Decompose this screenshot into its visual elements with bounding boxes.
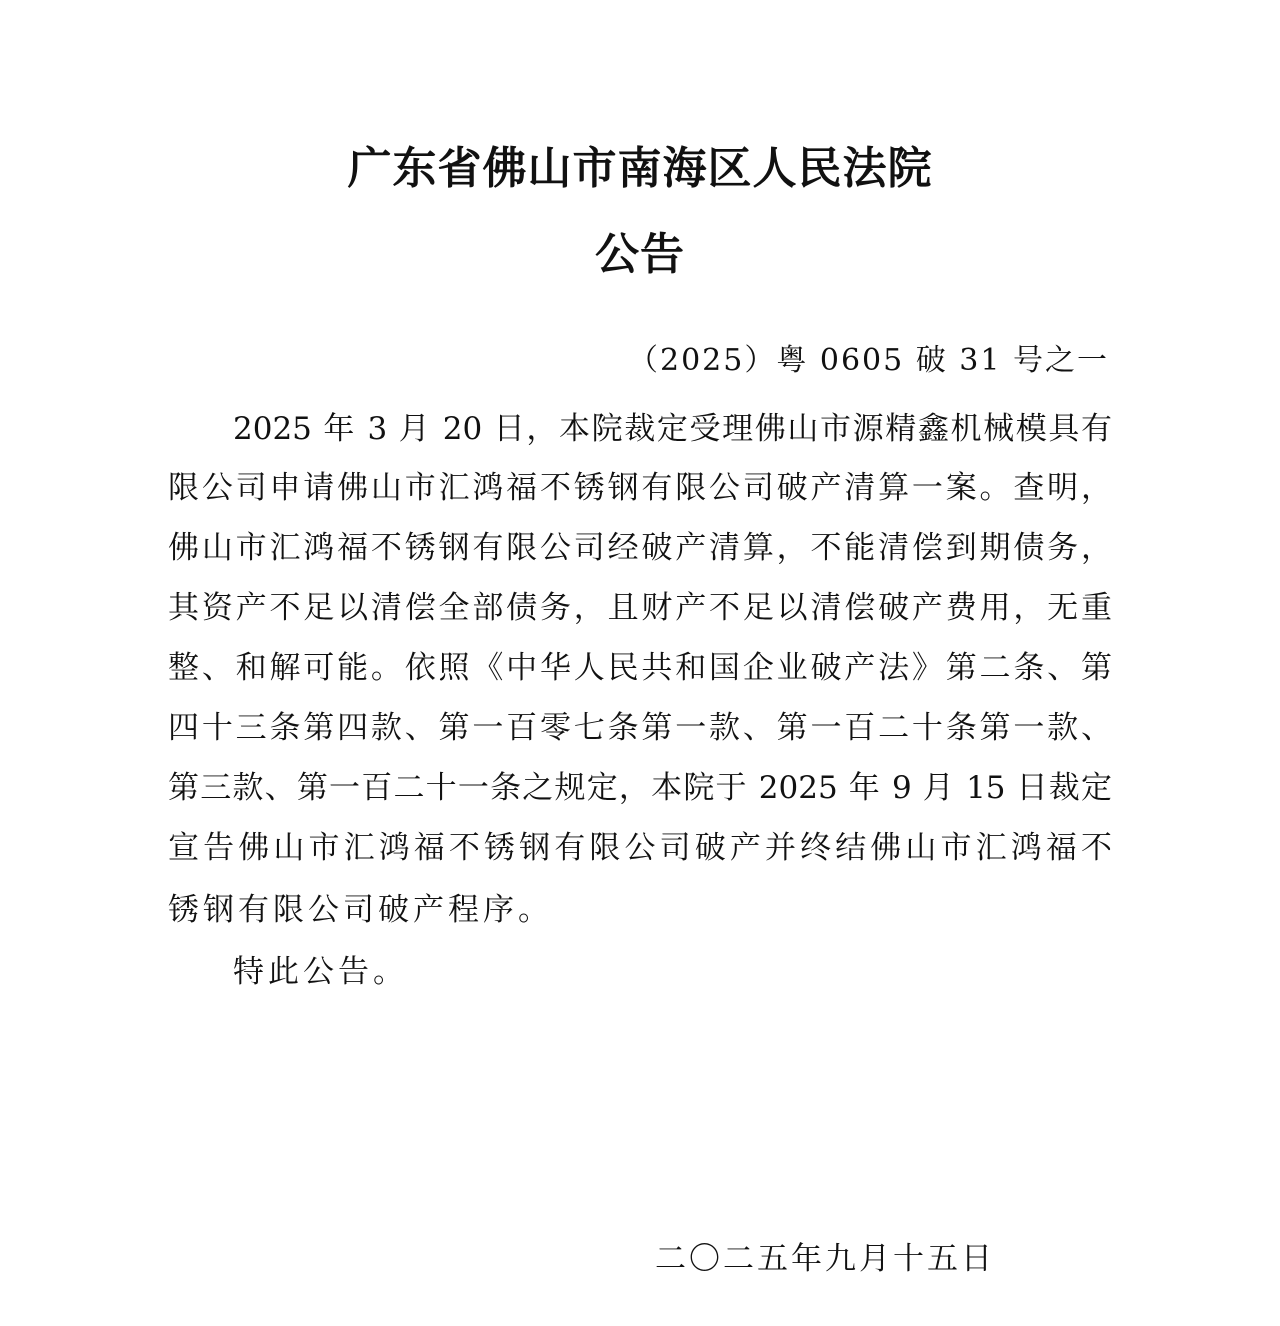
body-line: 其资产不足以清偿全部债务，且财产不足以清偿破产费用，无重 — [168, 590, 1112, 626]
body-line: 2025 年 3 月 20 日，本院裁定受理佛山市源精鑫机械模具有 — [233, 411, 1112, 447]
document-type-heading: 公告 — [595, 229, 685, 280]
body-line: 锈钢有限公司破产程序。 — [168, 892, 553, 928]
court-name-heading: 广东省佛山市南海区人民法院 — [347, 143, 933, 194]
body-line: 第三款、第一百二十一条之规定，本院于 2025 年 9 月 15 日裁定 — [168, 770, 1112, 806]
body-line: 宣告佛山市汇鸿福不锈钢有限公司破产并终结佛山市汇鸿福不 — [168, 830, 1112, 866]
body-line: 四十三条第四款、第一百零七条第一款、第一百二十条第一款、 — [168, 710, 1112, 746]
closing-statement: 特此公告。 — [233, 954, 408, 990]
body-line: 限公司申请佛山市汇鸿福不锈钢有限公司破产清算一案。查明， — [168, 470, 1112, 506]
signature-date: 二〇二五年九月十五日 — [655, 1241, 995, 1277]
body-line: 整、和解可能。依照《中华人民共和国企业破产法》第二条、第 — [168, 650, 1112, 686]
body-line: 佛山市汇鸿福不锈钢有限公司经破产清算，不能清偿到期债务， — [168, 530, 1112, 566]
case-number: （2025）粤 0605 破 31 号之一 — [628, 343, 1110, 378]
